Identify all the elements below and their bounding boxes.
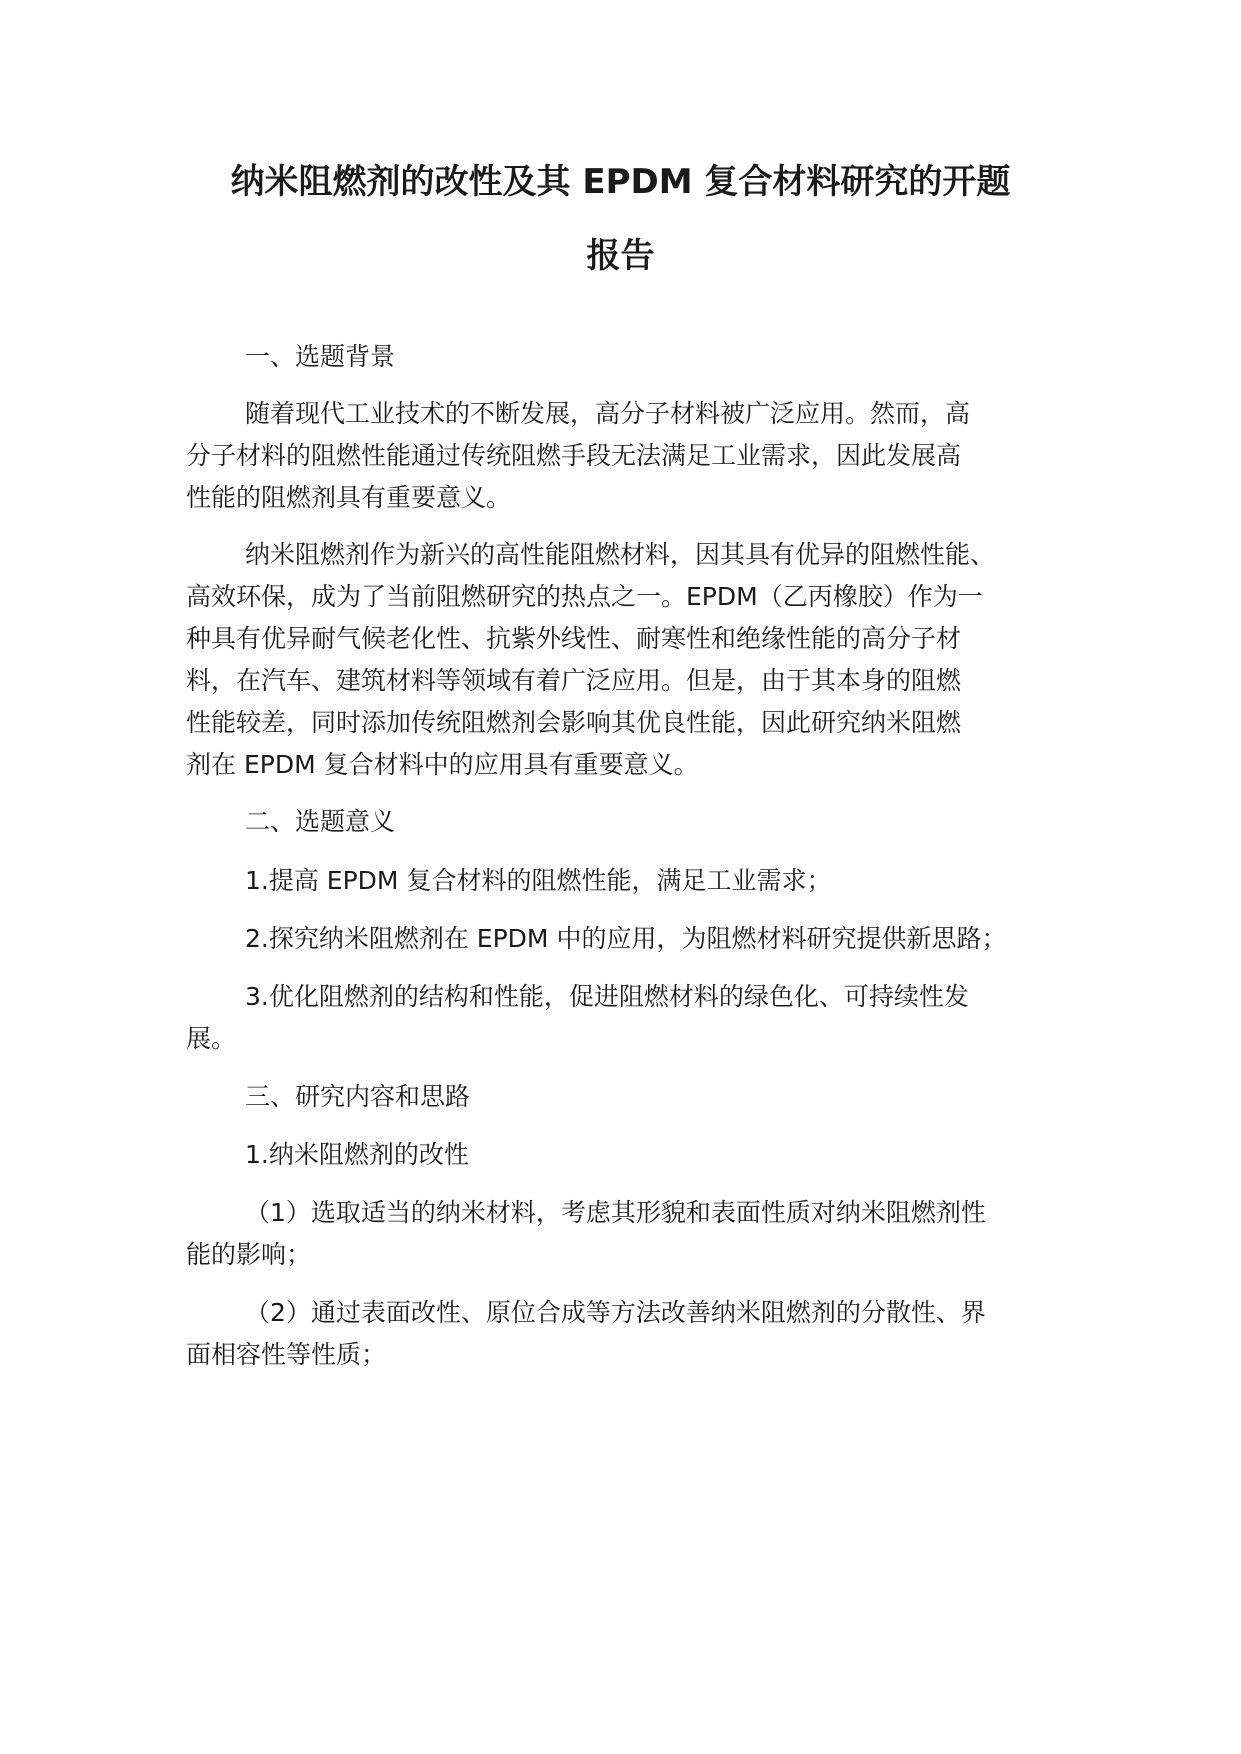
- list-item-continuation: 面相容性等性质；: [186, 1340, 387, 1369]
- section-heading-background: 一、选题背景: [245, 342, 396, 371]
- paragraph-line: 性能较差，同时添加传统阻燃剂会影响其优良性能，因此研究纳米阻燃: [186, 708, 962, 737]
- list-item-continuation: 能的影响；: [186, 1240, 312, 1269]
- paragraph-line: 纳米阻燃剂作为新兴的高性能阻燃材料，因其具有优异的阻燃性能、: [245, 540, 996, 569]
- paragraph-line: 料，在汽车、建筑材料等领域有着广泛应用。但是，由于其本身的阻燃: [186, 666, 962, 695]
- subsection-heading: 1.纳米阻燃剂的改性: [245, 1140, 469, 1169]
- list-item: 1.提高 EPDM 复合材料的阻燃性能，满足工业需求；: [245, 866, 832, 895]
- paragraph-line: 高效环保，成为了当前阻燃研究的热点之一。EPDM（乙丙橡胶）作为一: [186, 582, 983, 611]
- document-title-line-1: 纳米阻燃剂的改性及其 EPDM 复合材料研究的开题: [230, 162, 1011, 202]
- paragraph-line: 种具有优异耐气候老化性、抗紫外线性、耐寒性和绝缘性能的高分子材: [186, 624, 962, 653]
- paragraph-line: 分子材料的阻燃性能通过传统阻燃手段无法满足工业需求，因此发展高: [186, 441, 962, 470]
- list-item: 2.探究纳米阻燃剂在 EPDM 中的应用，为阻燃材料研究提供新思路；: [245, 924, 1007, 953]
- paragraph-line: 随着现代工业技术的不断发展，高分子材料被广泛应用。然而，高: [245, 399, 971, 428]
- list-item: （1）选取适当的纳米材料，考虑其形貌和表面性质对纳米阻燃剂性: [245, 1198, 986, 1227]
- list-item: 3.优化阻燃剂的结构和性能，促进阻燃材料的绿色化、可持续性发: [245, 982, 969, 1011]
- section-heading-research-content: 三、研究内容和思路: [245, 1082, 471, 1111]
- list-item: （2）通过表面改性、原位合成等方法改善纳米阻燃剂的分散性、界: [245, 1298, 986, 1327]
- document-title-line-2: 报告: [586, 236, 655, 276]
- paragraph-line: 剂在 EPDM 复合材料中的应用具有重要意义。: [186, 750, 699, 779]
- paragraph-line: 性能的阻燃剂具有重要意义。: [186, 483, 512, 512]
- list-item-continuation: 展。: [186, 1024, 237, 1053]
- section-heading-significance: 二、选题意义: [245, 807, 396, 836]
